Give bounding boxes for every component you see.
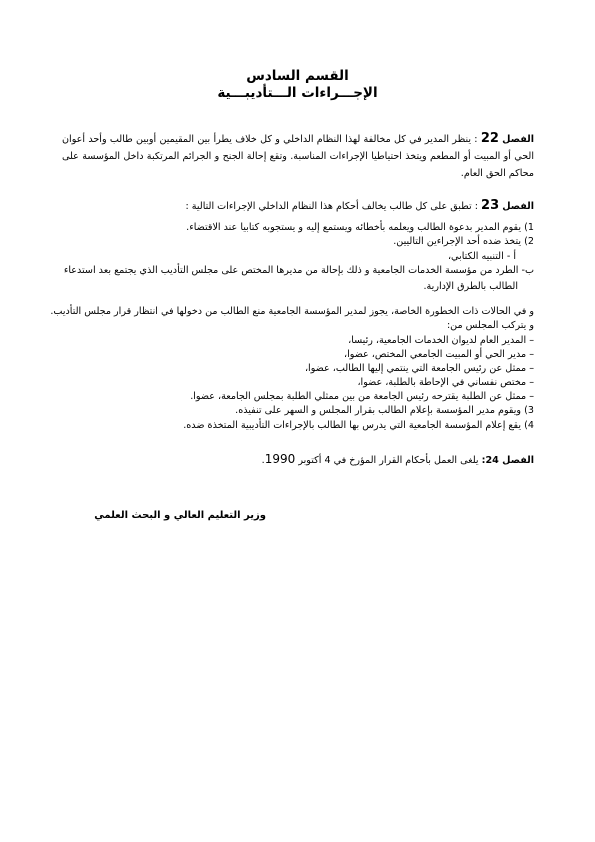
list-item [183,420,534,431]
item-number: 1) [524,222,534,233]
article-24-year: 1990 [264,452,296,466]
item-text: يقوم المدير بدعوة الطالب ويعلمه بأخطائه ويستمع إليه و يستجوبه كتابيا عند الاقتضاء. [186,222,522,233]
list-item [186,222,534,233]
article-22-number: 22 [480,131,499,146]
item-number: 4) [524,420,534,431]
article-24-text: يلغى العمل بأحكام القرار المؤرخ في 4 أكتوبر [298,455,479,466]
council-member: – مختص نفساني في الإحاطة بالطلبة، عضوا، [357,377,534,388]
article-22-label: الفصل [502,134,534,145]
sub-item-b-continued: الطالب بالطرق الإدارية. [423,281,518,292]
article-22 [62,130,534,182]
article-23-heading [185,198,534,213]
article-23-number: 23 [481,198,500,213]
article-23-label: الفصل [502,201,534,212]
item-text: ويقوم مدير المؤسسة بإعلام الطالب بقرار المجلس و السهر على تنفيذه. [235,405,522,416]
item-text: يقع إعلام المؤسسة الجامعية التي يدرس بها الطالب بالإجراءات التأديبية المتخذة ضده. [183,420,522,431]
item-number: 3) [524,405,534,416]
council-intro: و يتركب المجلس من: [446,320,534,331]
sub-item-b: ب- الطرد من مؤسسة الخدمات الجامعية و ذلك بإحالة من مديرها المختص على مجلس التأديب الذي يجتمع بعد استدعاء [63,265,534,276]
minister-signature: وزير التعليم العالي و البحث العلمي [94,510,266,521]
council-member: – المدير العام لديوان الخدمات الجامعية، رئيسا، [348,335,534,346]
item-number: 2) [524,236,534,247]
section-subtitle: الإجـــراءات الـــتأديبـــية [217,85,378,101]
list-item [393,236,534,247]
sub-item-a: أ - التنبيه الكتابي، [447,251,516,262]
article-24-label: الفصل 24: [481,455,534,466]
article-24-end: . [261,455,265,466]
council-member: – مدير الحي أو المبيت الجامعي المختص، عضوا، [343,349,534,360]
council-member: – ممثل عن رئيس الجامعة التي ينتمي إليها الطالب، عضوا، [304,363,534,374]
list-item [235,405,534,416]
article-24 [262,452,534,466]
council-member: – ممثل عن الطلبة يقترحه رئيس الجامعة من بين ممثلي الطلبة بمجلس الجامعة، عضوا. [190,391,534,402]
urgent-clause: و في الحالات ذات الخطورة الخاصة، يجوز لمدير المؤسسة الجامعية منع الطالب من دخولها في انتظار قرار مجلس التأديب. [50,306,534,317]
item-text: يتخذ ضده أحد الإجراءين التاليين. [393,236,522,247]
article-22-text: : ينظر المدير في كل مخالفة لهذا النظام الداخلي و كل خلاف يطرأ بين المقيمين أوبين طالب وأحد أعوان الحي أو المبيت أو المطعم ويتخذ احتياطيا الإجراءات المناسبة. وتقع إحالة الجنح و الجرائم المرتكبة داخل المؤسسة على محاكم الحق العام. [62,134,534,179]
article-23-intro: : تطبق على كل طالب يخالف أحكام هذا النظام الداخلي الإجراءات التالية : [185,201,478,212]
section-title: القسم السادس [246,68,349,84]
